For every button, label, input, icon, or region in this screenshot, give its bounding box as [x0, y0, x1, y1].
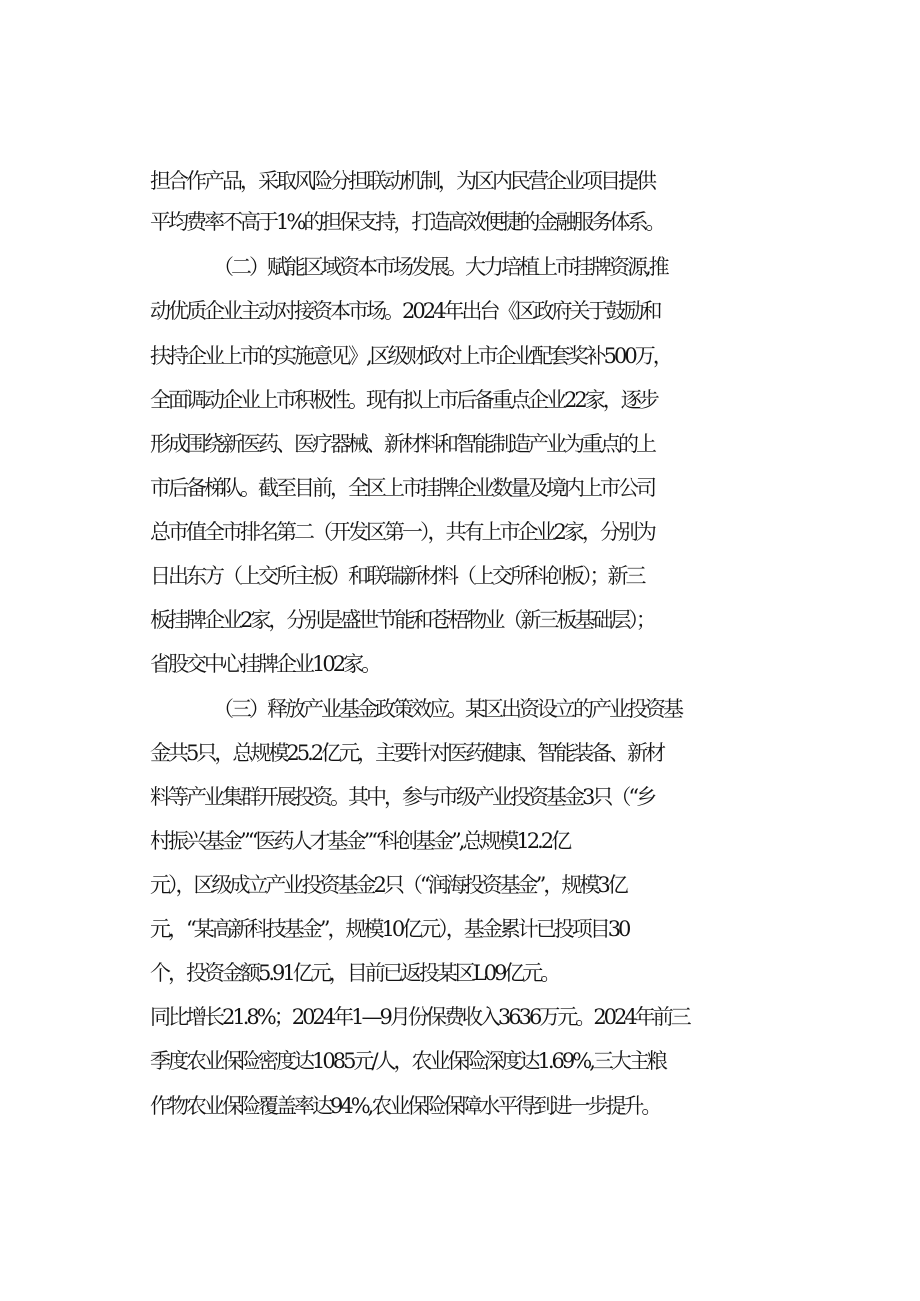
line-text: 扶持企业上市的实施意见》,区级财政对上市企业配套奖补500万，: [150, 344, 671, 368]
line-text: 个，投资金额5.91亿元，目前已返投某区L09亿元。: [150, 961, 559, 985]
text-line: [0, 423, 920, 465]
line-text: 料等产业集群开展投资。其中，参与市级产业投资基金3只（“乡: [150, 785, 655, 809]
line-text: 村振兴基金”“医药人才基金”“科创基金”,总规模12.2亿: [150, 829, 570, 853]
text-line: [0, 379, 920, 421]
paragraph-heading-line: [0, 688, 920, 730]
line-text: 动优质企业主动对接资本市场。2024年出台《区政府关于鼓励和: [150, 299, 660, 323]
line-text: （二）赋能区域资本市场发展。大力培植上市挂牌资源,推: [213, 255, 667, 279]
line-text: 全面调动企业上市积极性。现有拟上市后备重点企业22家，逐步: [150, 388, 657, 412]
paragraph-heading-line: [0, 246, 920, 288]
text-line: [0, 996, 920, 1038]
line-text: 作物农业保险覆盖率达94%,农业保险保障水平得到进一步提升。: [150, 1094, 660, 1118]
text-line: [0, 290, 920, 332]
line-text: 元），区级成立产业投资基金2只（“润海投资基金”，规模3亿: [150, 873, 626, 897]
line-text: 金共5只，总规模25.2亿元，主要针对医药健康、智能装备、新材: [150, 741, 664, 765]
line-text: 同比增长21.8%；2024年1—9月份保费收入3636万元。2024年前三: [150, 1005, 689, 1029]
text-line: [0, 820, 920, 862]
text-line: [0, 864, 920, 906]
line-text: 日出东方（上交所主板）和联瑞新材料（上交所科创板）；新三: [150, 564, 644, 588]
text-line: [0, 1040, 920, 1082]
line-text: 总市值全市排名第二（开发区第一），共有上市企业2家，分别为: [150, 520, 654, 544]
text-line: [0, 335, 920, 377]
line-text: 市后备梯队。截至目前，全区上市挂牌企业数量及境内上市公司: [150, 476, 654, 500]
text-line: [0, 908, 920, 950]
text-line: [0, 201, 920, 243]
text-line: [0, 599, 920, 641]
text-line: [0, 555, 920, 597]
line-text: 元，“某高新科技基金”，规模10亿元），基金累计已投项目30: [150, 917, 629, 941]
text-line: [0, 776, 920, 818]
text-line: [0, 952, 920, 994]
text-line: [0, 732, 920, 774]
text-line: [0, 643, 920, 685]
text-line: [0, 1085, 920, 1127]
text-line: [0, 467, 920, 509]
line-text: 平均费率不高于1%的担保支持，打造高效便捷的金融服务体系。: [150, 210, 664, 234]
line-text: 季度农业保险密度达1085元/人，农业保险深度达1.69%,三大主粮: [150, 1049, 665, 1073]
line-text: 板挂牌企业2家，分别是盛世节能和苍梧物业（新三板基础层）；: [150, 608, 654, 632]
line-text: 担合作产品，采取风险分担联动机制，为区内民营企业项目提供: [150, 169, 654, 193]
text-line: [0, 511, 920, 553]
line-text: 省股交中心挂牌企业102家。: [150, 652, 380, 676]
line-text: （三）释放产业基金政策效应。某区出资设立的产业投资基: [213, 697, 681, 721]
line-text: 形成围绕新医药、医疗器械、新材料和智能制造产业为重点的上: [150, 432, 654, 456]
text-line: [0, 160, 920, 202]
